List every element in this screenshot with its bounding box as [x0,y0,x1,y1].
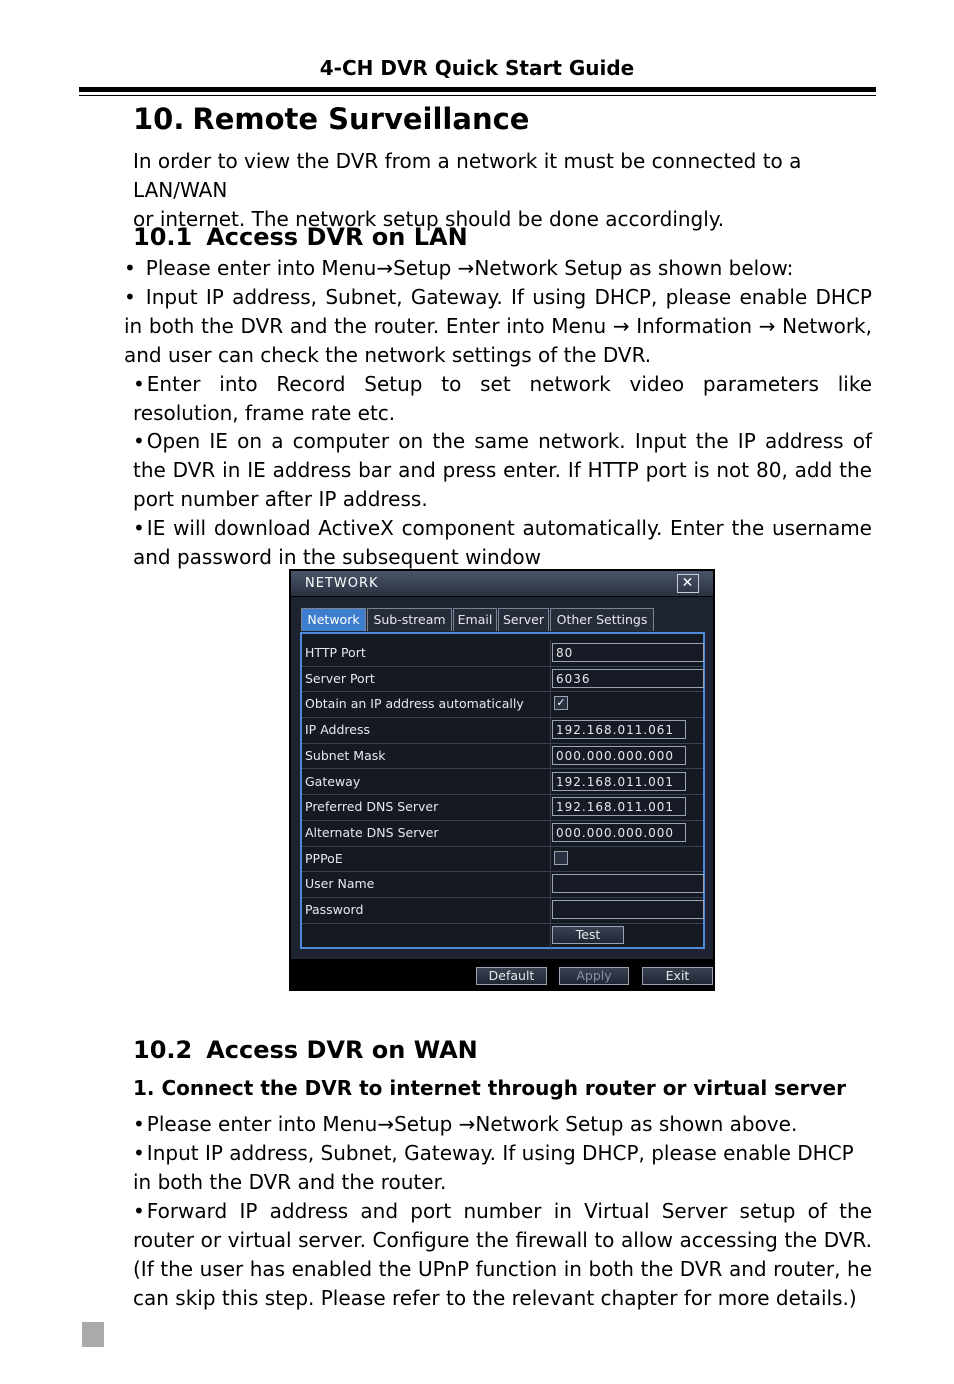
intro-line: or internet. The network setup should be done accordingly. [133,207,725,231]
bullet-glyph: • [124,285,136,309]
lan-bullet-text: Enter into Record Setup to set network video parameters like resolution, frame rate etc. [133,372,872,425]
wan-subheading: 1. Connect the DVR to internet through router or virtual server [133,1076,846,1100]
intro-paragraph [133,147,873,234]
lan-heading [133,223,468,251]
setting-row [302,743,703,770]
alternate-dns-input[interactable]: 000.000.000.000 [552,823,686,842]
wan-bullet [133,1110,872,1139]
test-button[interactable]: Test [552,926,624,944]
wan-bullet-text: Please enter into Menu→Setup →Network Setup as shown above. [146,1112,798,1136]
section-number: 10. [133,102,185,136]
bullet-glyph: • [133,1141,145,1165]
server-port-input[interactable]: 6036 [552,669,704,688]
bullet-glyph: • [133,372,145,396]
gateway-input[interactable]: 192.168.011.001 [552,772,686,791]
header-rule-thin [79,95,876,96]
column-divider [550,743,551,769]
dialog-title-bar [291,571,713,596]
column-divider [550,897,551,923]
wan-number: 10.2 [133,1036,193,1064]
setting-label: Obtain an IP address automatically [305,696,524,712]
setting-row [302,871,703,898]
lan-bullet [124,283,872,370]
tab-network[interactable]: Network [301,608,366,631]
lan-bullet-text: Please enter into Menu→Setup →Network Setup as shown below: [145,256,794,280]
preferred-dns-input[interactable]: 192.168.011.001 [552,797,686,816]
setting-label: HTTP Port [305,645,366,660]
tab-other-settings[interactable]: Other Settings [550,608,654,631]
running-title: 4-CH DVR Quick Start Guide [319,56,635,80]
wan-bullet [133,1197,872,1313]
page-number-marker [82,1322,104,1347]
lan-bullet [133,370,872,428]
lan-bullet [133,427,872,514]
setting-label: User Name [305,876,375,892]
column-divider [550,640,551,666]
column-divider [550,846,551,872]
setting-label: IP Address [305,722,370,738]
setting-row [302,794,703,821]
setting-row [302,820,703,847]
setting-row [302,897,703,924]
dialog-body [291,597,713,959]
bullet-glyph: • [133,429,145,453]
column-divider [550,871,551,897]
wan-bullet-text: Input IP address, Subnet, Gateway. If using DHCP, please enable DHCP in both the DVR and the router. [133,1141,854,1194]
setting-row [302,666,703,693]
ip-address-input[interactable]: 192.168.011.061 [552,720,686,739]
tab-sub-stream[interactable]: Sub-stream [367,608,452,631]
column-divider [550,923,551,949]
user-name-input[interactable] [552,874,704,893]
lan-bullet [133,514,872,572]
setting-row [302,846,703,873]
header-rule-thick [79,87,876,92]
wan-heading [133,1036,478,1064]
exit-button[interactable]: Exit [642,967,713,985]
section-heading [133,102,529,136]
setting-label: Preferred DNS Server [305,799,439,815]
column-divider [550,769,551,795]
column-divider [550,666,551,692]
dialog-title: NETWORK [305,576,379,591]
setting-row [302,717,703,744]
bullet-glyph: • [133,516,145,540]
setting-label: Subnet Mask [305,747,386,763]
network-dialog [289,569,715,991]
dhcp-checkbox[interactable]: ✓ [554,696,568,710]
setting-row [302,691,703,718]
column-divider [550,820,551,846]
subnet-mask-input[interactable]: 000.000.000.000 [552,746,686,765]
lan-bullet-text: Input IP address, Subnet, Gateway. If using DHCP, please enable DHCP in both the DVR and the router. Enter into Menu → Information → Network, and user can check the network settings of the DVR. [124,285,872,367]
default-button[interactable]: Default [476,967,547,985]
setting-label: PPPoE [305,850,343,866]
column-divider [550,717,551,743]
bullet-glyph: • [133,1112,145,1136]
network-settings-panel [300,632,705,949]
column-divider [550,794,551,820]
password-input[interactable] [552,900,704,919]
wan-bullet [133,1139,858,1197]
section-title: Remote Surveillance [192,102,530,136]
tab-email[interactable]: Email [453,608,497,631]
close-icon[interactable]: ✕ [677,574,699,593]
setting-row [302,769,703,796]
wan-bullet-text: Forward IP address and port number in Virtual Server setup of the router or virtual server. Configure the firewall to allow accessing the DVR. (If the user has enabled the UPnP function in both the DVR and router, he can skip this step. Please refer to the relevant chapter for more details.) [133,1199,872,1310]
setting-label: Gateway [305,773,361,789]
lan-bullet-text: Open IE on a computer on the same network. Input the IP address of the DVR in IE address bar and press enter. If HTTP port is not 80, add the port number after IP address. [133,429,872,511]
lan-number: 10.1 [133,223,193,251]
bullet-glyph: • [133,1199,145,1223]
setting-label: Server Port [305,670,375,686]
setting-label: Alternate DNS Server [305,824,439,840]
column-divider [550,691,551,717]
apply-button[interactable]: Apply [559,967,629,985]
wan-title: Access DVR on WAN [206,1036,478,1064]
lan-title: Access DVR on LAN [206,223,468,251]
tab-server[interactable]: Server [498,608,549,631]
pppoe-checkbox[interactable] [554,851,568,865]
lan-bullet [124,254,872,283]
lan-bullet-text: IE will download ActiveX component automatically. Enter the username and password in the subsequent window [133,516,872,569]
bullet-glyph: • [124,256,136,280]
setting-label: Password [305,902,364,917]
intro-line: In order to view the DVR from a network it must be connected to a LAN/WAN [133,149,802,202]
http-port-input[interactable]: 80 [552,643,704,662]
setting-row [302,923,703,949]
setting-row [302,640,703,667]
